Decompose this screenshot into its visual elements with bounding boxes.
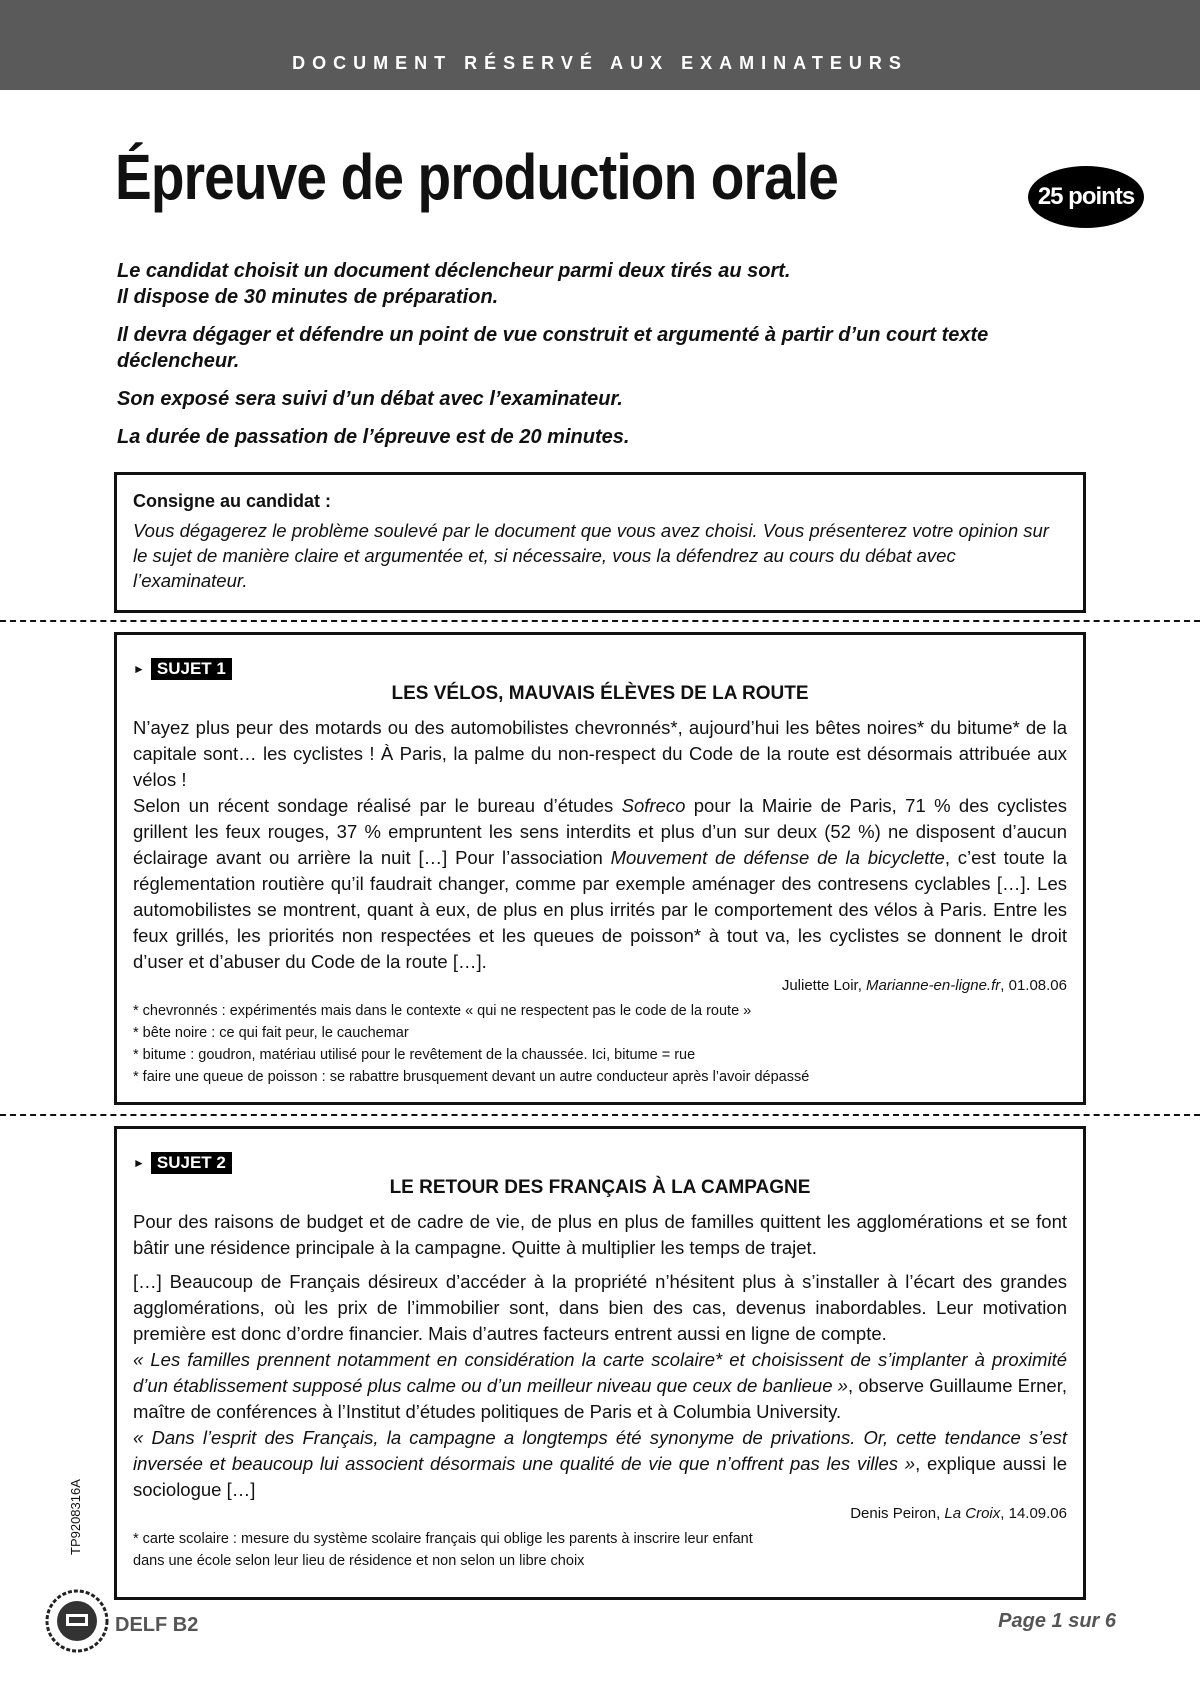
sujet2-paragraph: Pour des raisons de budget et de cadre de vie, de plus en plus de familles quittent les agglomérations et se font bâtir une résidence principale à la campagne. Quitte à multiplier les temps de trajet. [133,1211,1067,1258]
quote-italic: « Les familles prennent notamment en considération la carte scolaire* et choisissent de s’implanter à proximité d’un établissement supposé plus calme ou d’un meilleur niveau que ceux de banlieue » [133,1349,1067,1396]
footnote: * chevronnés : expérimentés mais dans le contexte « qui ne respectent pas le code de la route » [133,1003,752,1019]
sujet1-tag-row [133,657,1067,681]
sujet1-source [133,977,1067,994]
sujet1-paragraph: N’ayez plus peur des motards ou des automobilistes chevronnés*, aujourd’hui les bêtes noires* du bitume* de la capitale sont… les cyclistes ! À Paris, la palme du non-respect du Code de la route est désormais attribuée aux vélos ! [133,717,1067,790]
source-publication: La Croix [944,1505,1001,1522]
sujet1-title: LES VÉLOS, MAUVAIS ÉLÈVES DE LA ROUTE [391,683,809,704]
sujet2-tag: SUJET 2 [151,1152,232,1174]
page-title: Épreuve de production orale [115,141,839,213]
sujet2-title: LE RETOUR DES FRANÇAIS À LA CAMPAGNE [389,1177,811,1198]
triangle-right-icon: ► [133,1156,145,1170]
page-number: Page 1 sur 6 [998,1610,1116,1632]
document-code: TP9208316A [68,1479,83,1555]
source-author: Denis Peiron, [850,1505,945,1522]
quote-italic: « Dans l’esprit des Français, la campagne a longtemps été synonyme de privations. Or, cette tendance s’est inversée et beaucoup lui associent désormais une qualité de vie que n’offrent pas les villes » [133,1427,1067,1474]
intro-line: Son exposé sera suivi d’un débat avec l’examinateur. [117,388,623,410]
text-run: , observe Guillaume Erner, maître de conférences à l’Institut d’études politiques de Paris et à Columbia University. [133,1375,1067,1422]
ministry-logo-icon [44,1588,110,1654]
points-badge: 25 points [1028,166,1144,228]
sujet2-box [114,1126,1086,1600]
cut-line [0,1114,1200,1116]
header-band-text: DOCUMENT RÉSERVÉ AUX EXAMINATEURS [292,53,908,73]
intro-line: Il devra dégager et défendre un point de vue construit et argumenté à partir d’un court texte déclencheur. [117,324,989,372]
sujet1-paragraph [133,793,1067,975]
sujet2-paragraph [133,1347,1067,1425]
sujet2-body [133,1209,1067,1503]
consigne-label: Consigne au candidat : [133,491,332,511]
intro-instructions [117,258,1107,462]
sujet2-source [133,1505,1067,1522]
exam-level-label: DELF B2 [115,1614,199,1636]
text-run-italic: Mouvement de défense de la bicyclette [610,847,945,868]
cut-line [0,620,1200,622]
source-publication: Marianne-en-ligne.fr [866,977,1001,994]
consigne-text: Vous dégagerez le problème soulevé par le document que vous avez choisi. Vous présenterez votre opinion sur le sujet de manière claire et argumentée et, si nécessaire, vous la défendrez au cours du débat avec l’examinateur. [133,520,1049,591]
footnote: * faire une queue de poisson : se rabattre brusquement devant un autre conducteur après l’avoir dépassé [133,1069,810,1085]
source-author: Juliette Loir, [781,977,867,994]
footnote: * bête noire : ce qui fait peur, le cauchemar [133,1025,409,1041]
consigne-box [114,472,1086,613]
text-run-italic: Sofreco [621,795,686,816]
footnote: * carte scolaire : mesure du système scolaire français qui oblige les parents à inscrire leur enfant dans une école selon leur lieu de résidence et non selon un libre choix [133,1531,753,1569]
intro-line: Le candidat choisit un document déclencheur parmi deux tirés au sort. Il dispose de 30 minutes de préparation. [117,260,791,308]
source-date: , 14.09.06 [1000,1505,1067,1522]
sujet1-box [114,632,1086,1105]
sujet1-tag: SUJET 1 [151,658,232,680]
sujet2-paragraph: […] Beaucoup de Français désireux d’accéder à la propriété n’hésitent plus à s’installer à l’écart des grandes agglomérations, où les prix de l’immobilier sont, dans bien des cas, devenus inabordables. Leur motivation première est donc d’ordre financier. Mais d’autres facteurs entrent aussi en ligne de compte. [133,1271,1067,1344]
sujet2-paragraph [133,1425,1067,1503]
text-run: , explique aussi le sociologue […] [133,1453,1068,1500]
triangle-right-icon: ► [133,662,145,676]
source-date: , 01.08.06 [1000,977,1067,994]
header-band [0,0,1200,90]
text-run: , c’est toute la réglementation routière qu’il faudrait changer, comme par exemple aménager des contresens cyclables […]. Les automobilistes se montrent, quant à eux, de plus en plus irrités par le comportement des vélos à Paris. Entre les feux grillés, les priorités non respectées et les queues de poisson* à tout va, les cyclistes se donnent le droit d’user et d’abuser du Code de la route […]. [133,847,1067,972]
sujet1-body [133,715,1067,975]
text-run: Selon un récent sondage réalisé par le bureau d’études [133,795,622,816]
text-run: pour la Mairie de Paris, 71 % des cyclistes grillent les feux rouges, 37 % empruntent les sens interdits et plus d’un sur deux (52 %) ne disposent d’aucun éclairage avant ou arrière la nuit […] Pour l’association [133,795,1067,868]
footnote: * bitume : goudron, matériau utilisé pour le revêtement de la chaussée. Ici, bitume = rue [133,1047,696,1063]
intro-line: La durée de passation de l’épreuve est de 20 minutes. [117,426,630,448]
sujet2-tag-row [133,1151,1067,1175]
